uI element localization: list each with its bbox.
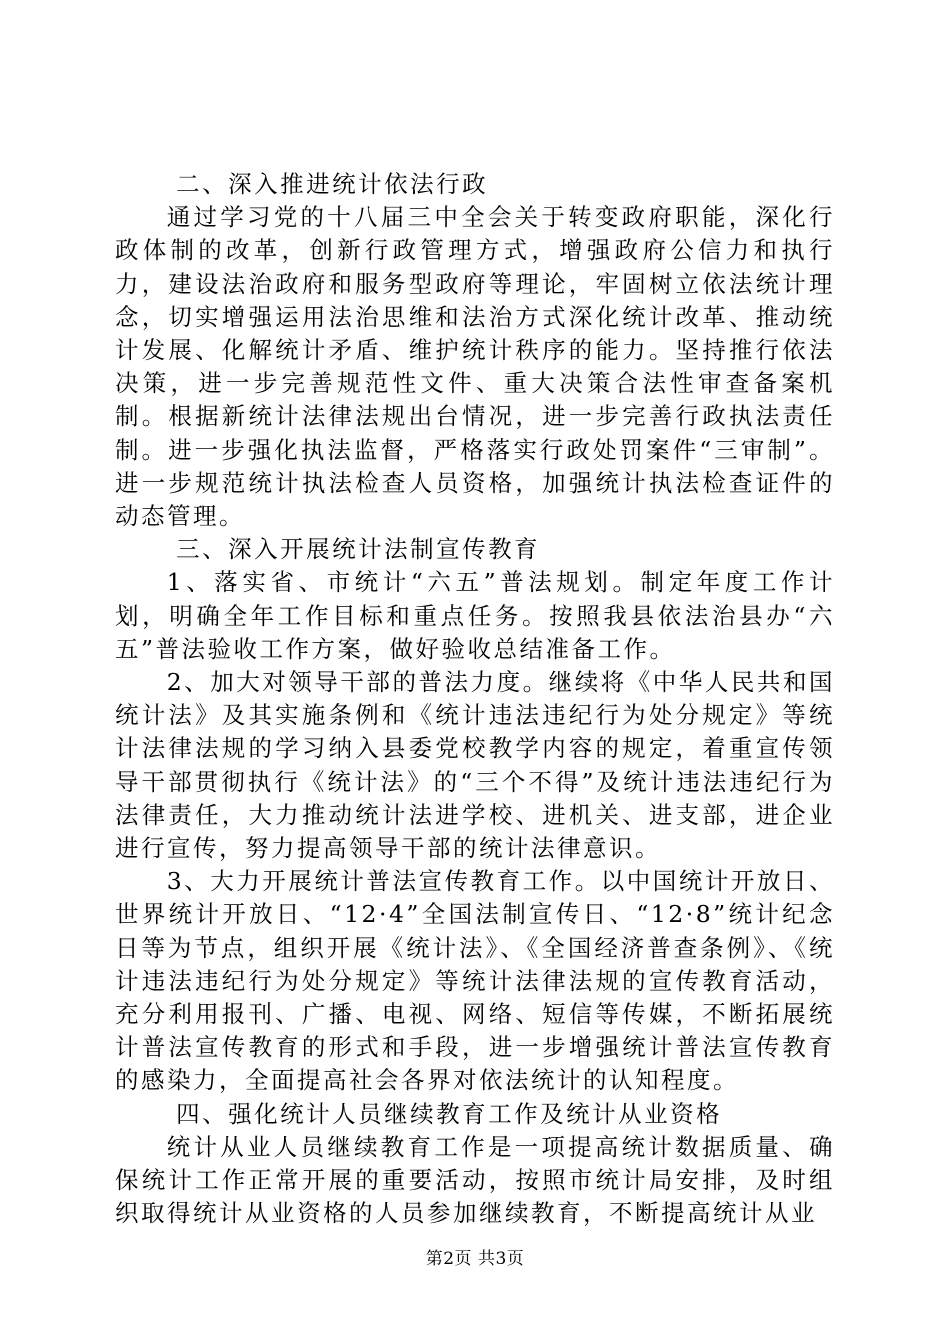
document-body xyxy=(115,168,835,1231)
page-number-footer: 第2页 共3页 xyxy=(425,1249,525,1269)
section-heading-4: 四、强化统计人员继续教育工作及统计从业资格 xyxy=(176,1099,723,1128)
paragraph: 通过学习党的十八届三中全会关于转变政府职能，深化行政体制的改革，创新行政管理方式，增强政府公信力和执行力，建设法治政府和服务型政府等理论，牢固树立依法统计理念，切实增强运用法治思维和法治方式深化统计改革、推动统计发展、化解统计矛盾、维护统计秩序的能力。坚持推行依法决策，进一步完善规范性文件、重大决策合法性审查备案机制。根据新统计法律法规出台情况，进一步完善行政执法责任制。进一步强化执法监督，严格落实行政处罚案件“三审制”。进一步规范统计执法检查人员资格，加强统计执法检查证件的动态管理。 xyxy=(115,203,835,531)
paragraph: 3、大力开展统计普法宣传教育工作。以中国统计开放日、世界统计开放日、“12·4”全国法制宣传日、“12·8”统计纪念日等为节点，组织开展《统计法》、《全国经济普查条例》、《统计违法违纪行为处分规定》等统计法律法规的宣传教育活动，充分利用报刊、广播、电视、网络、短信等传媒，不断拓展统计普法宣传教育的形式和手段，进一步增强统计普法宣传教育的感染力，全面提高社会各界对依法统计的认知程度。 xyxy=(115,867,835,1095)
section-heading-2: 二、深入推进统计依法行政 xyxy=(176,170,489,198)
paragraph: 2、加大对领导干部的普法力度。继续将《中华人民共和国统计法》及其实施条例和《统计违法违纪行为处分规定》等统计法律法规的学习纳入县委党校教学内容的规定，着重宣传领导干部贯彻执行《统计法》的“三个不得”及统计违法违纪行为法律责任，大力推动统计法进学校、进机关、进支部，进企业进行宣传，努力提高领导干部的统计法律意识。 xyxy=(115,668,835,863)
section-heading-3: 三、深入开展统计法制宣传教育 xyxy=(176,535,541,564)
paragraph: 统计从业人员继续教育工作是一项提高统计数据质量、确保统计工作正常开展的重要活动，按照市统计局安排，及时组织取得统计从业资格的人员参加继续教育，不断提高统计从业 xyxy=(115,1132,835,1228)
paragraph: 1、落实省、市统计“六五”普法规划。制定年度工作计划，明确全年工作目标和重点任务。按照我县依法治县办“六五”普法验收工作方案，做好验收总结准备工作。 xyxy=(115,568,835,663)
